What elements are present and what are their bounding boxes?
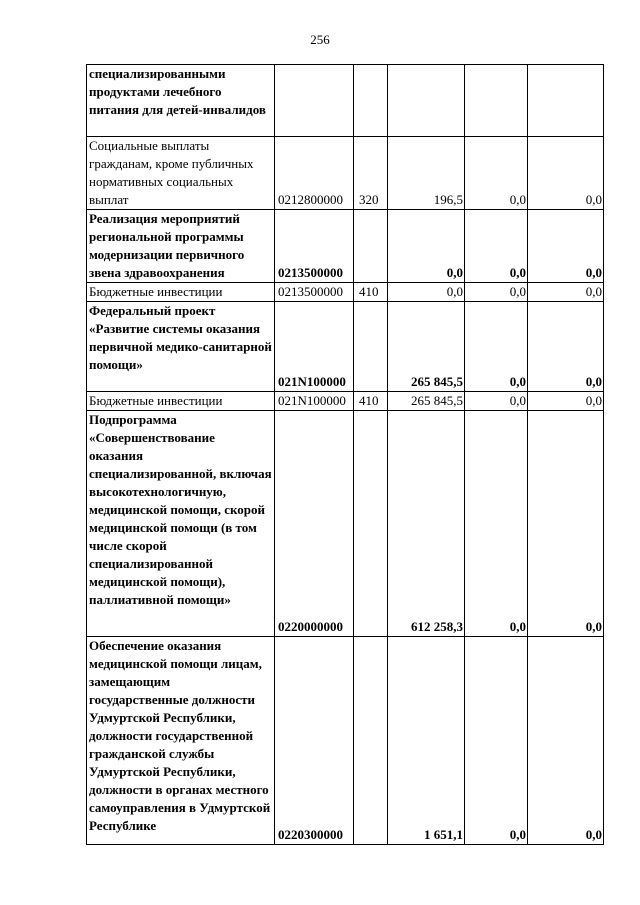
row-value-3: 0,0 bbox=[528, 137, 604, 210]
row-value-1: 612 258,3 bbox=[388, 411, 465, 637]
row-value-2: 0,0 bbox=[465, 302, 528, 392]
row-code: 0220000000 bbox=[275, 411, 354, 637]
page-number: 256 bbox=[310, 32, 330, 47]
row-code: 0212800000 bbox=[275, 137, 354, 210]
row-value-1: 0,0 bbox=[388, 283, 465, 302]
table-row bbox=[87, 137, 604, 210]
row-value-2 bbox=[465, 65, 528, 137]
row-value-3 bbox=[528, 65, 604, 137]
row-value-1: 0,0 bbox=[388, 210, 465, 283]
row-value-2: 0,0 bbox=[465, 283, 528, 302]
row-name: Федеральный проект «Развитие системы оказания первичной медико-санитарной помощи» bbox=[87, 302, 275, 392]
row-name: Бюджетные инвестиции bbox=[87, 392, 275, 411]
row-code: 0213500000 bbox=[275, 210, 354, 283]
row-value-3: 0,0 bbox=[528, 392, 604, 411]
row-expense-type bbox=[354, 210, 388, 283]
table-row bbox=[87, 283, 604, 302]
row-expense-type bbox=[354, 302, 388, 392]
row-name: специализированными продуктами лечебного питания для детей-инвалидов bbox=[87, 65, 275, 137]
row-name: Социальные выплаты гражданам, кроме публичных нормативных социальных выплат bbox=[87, 137, 275, 210]
row-value-3: 0,0 bbox=[528, 283, 604, 302]
row-name: Обеспечение оказания медицинской помощи лицам, замещающим государственные должности Удмуртской Республики, должности государственной гражданской службы Удмуртской Республики, должности в органах местного самоуправления в Удмуртской Республике bbox=[87, 637, 275, 845]
row-value-1: 265 845,5 bbox=[388, 302, 465, 392]
row-value-3: 0,0 bbox=[528, 302, 604, 392]
row-value-1: 1 651,1 bbox=[388, 637, 465, 845]
row-name: Подпрограмма «Совершенствование оказания специализированной, включая высокотехнологичную, медицинской помощи, скорой медицинской помощи (в том числе скорой специализированной медицинской помощи), паллиативной помощи» bbox=[87, 411, 275, 637]
table-row bbox=[87, 392, 604, 411]
row-value-1: 265 845,5 bbox=[388, 392, 465, 411]
row-expense-type: 320 bbox=[354, 137, 388, 210]
table-row bbox=[87, 65, 604, 137]
row-value-2: 0,0 bbox=[465, 210, 528, 283]
row-value-1 bbox=[388, 65, 465, 137]
table-row bbox=[87, 411, 604, 637]
row-value-1: 196,5 bbox=[388, 137, 465, 210]
table-row bbox=[87, 302, 604, 392]
row-code: 021N100000 bbox=[275, 392, 354, 411]
row-expense-type bbox=[354, 411, 388, 637]
row-name: Реализация мероприятий региональной программы модернизации первичного звена здравоохранения bbox=[87, 210, 275, 283]
budget-table bbox=[86, 64, 604, 845]
row-value-3: 0,0 bbox=[528, 210, 604, 283]
row-value-3: 0,0 bbox=[528, 411, 604, 637]
row-value-2: 0,0 bbox=[465, 637, 528, 845]
row-value-2: 0,0 bbox=[465, 411, 528, 637]
row-name: Бюджетные инвестиции bbox=[87, 283, 275, 302]
row-expense-type bbox=[354, 637, 388, 845]
row-expense-type bbox=[354, 65, 388, 137]
row-value-2: 0,0 bbox=[465, 137, 528, 210]
row-code: 0220300000 bbox=[275, 637, 354, 845]
row-value-3: 0,0 bbox=[528, 637, 604, 845]
row-code: 0213500000 bbox=[275, 283, 354, 302]
row-expense-type: 410 bbox=[354, 392, 388, 411]
row-expense-type: 410 bbox=[354, 283, 388, 302]
table-row bbox=[87, 637, 604, 845]
row-value-2: 0,0 bbox=[465, 392, 528, 411]
row-code: 021N100000 bbox=[275, 302, 354, 392]
row-code bbox=[275, 65, 354, 137]
table-row bbox=[87, 210, 604, 283]
